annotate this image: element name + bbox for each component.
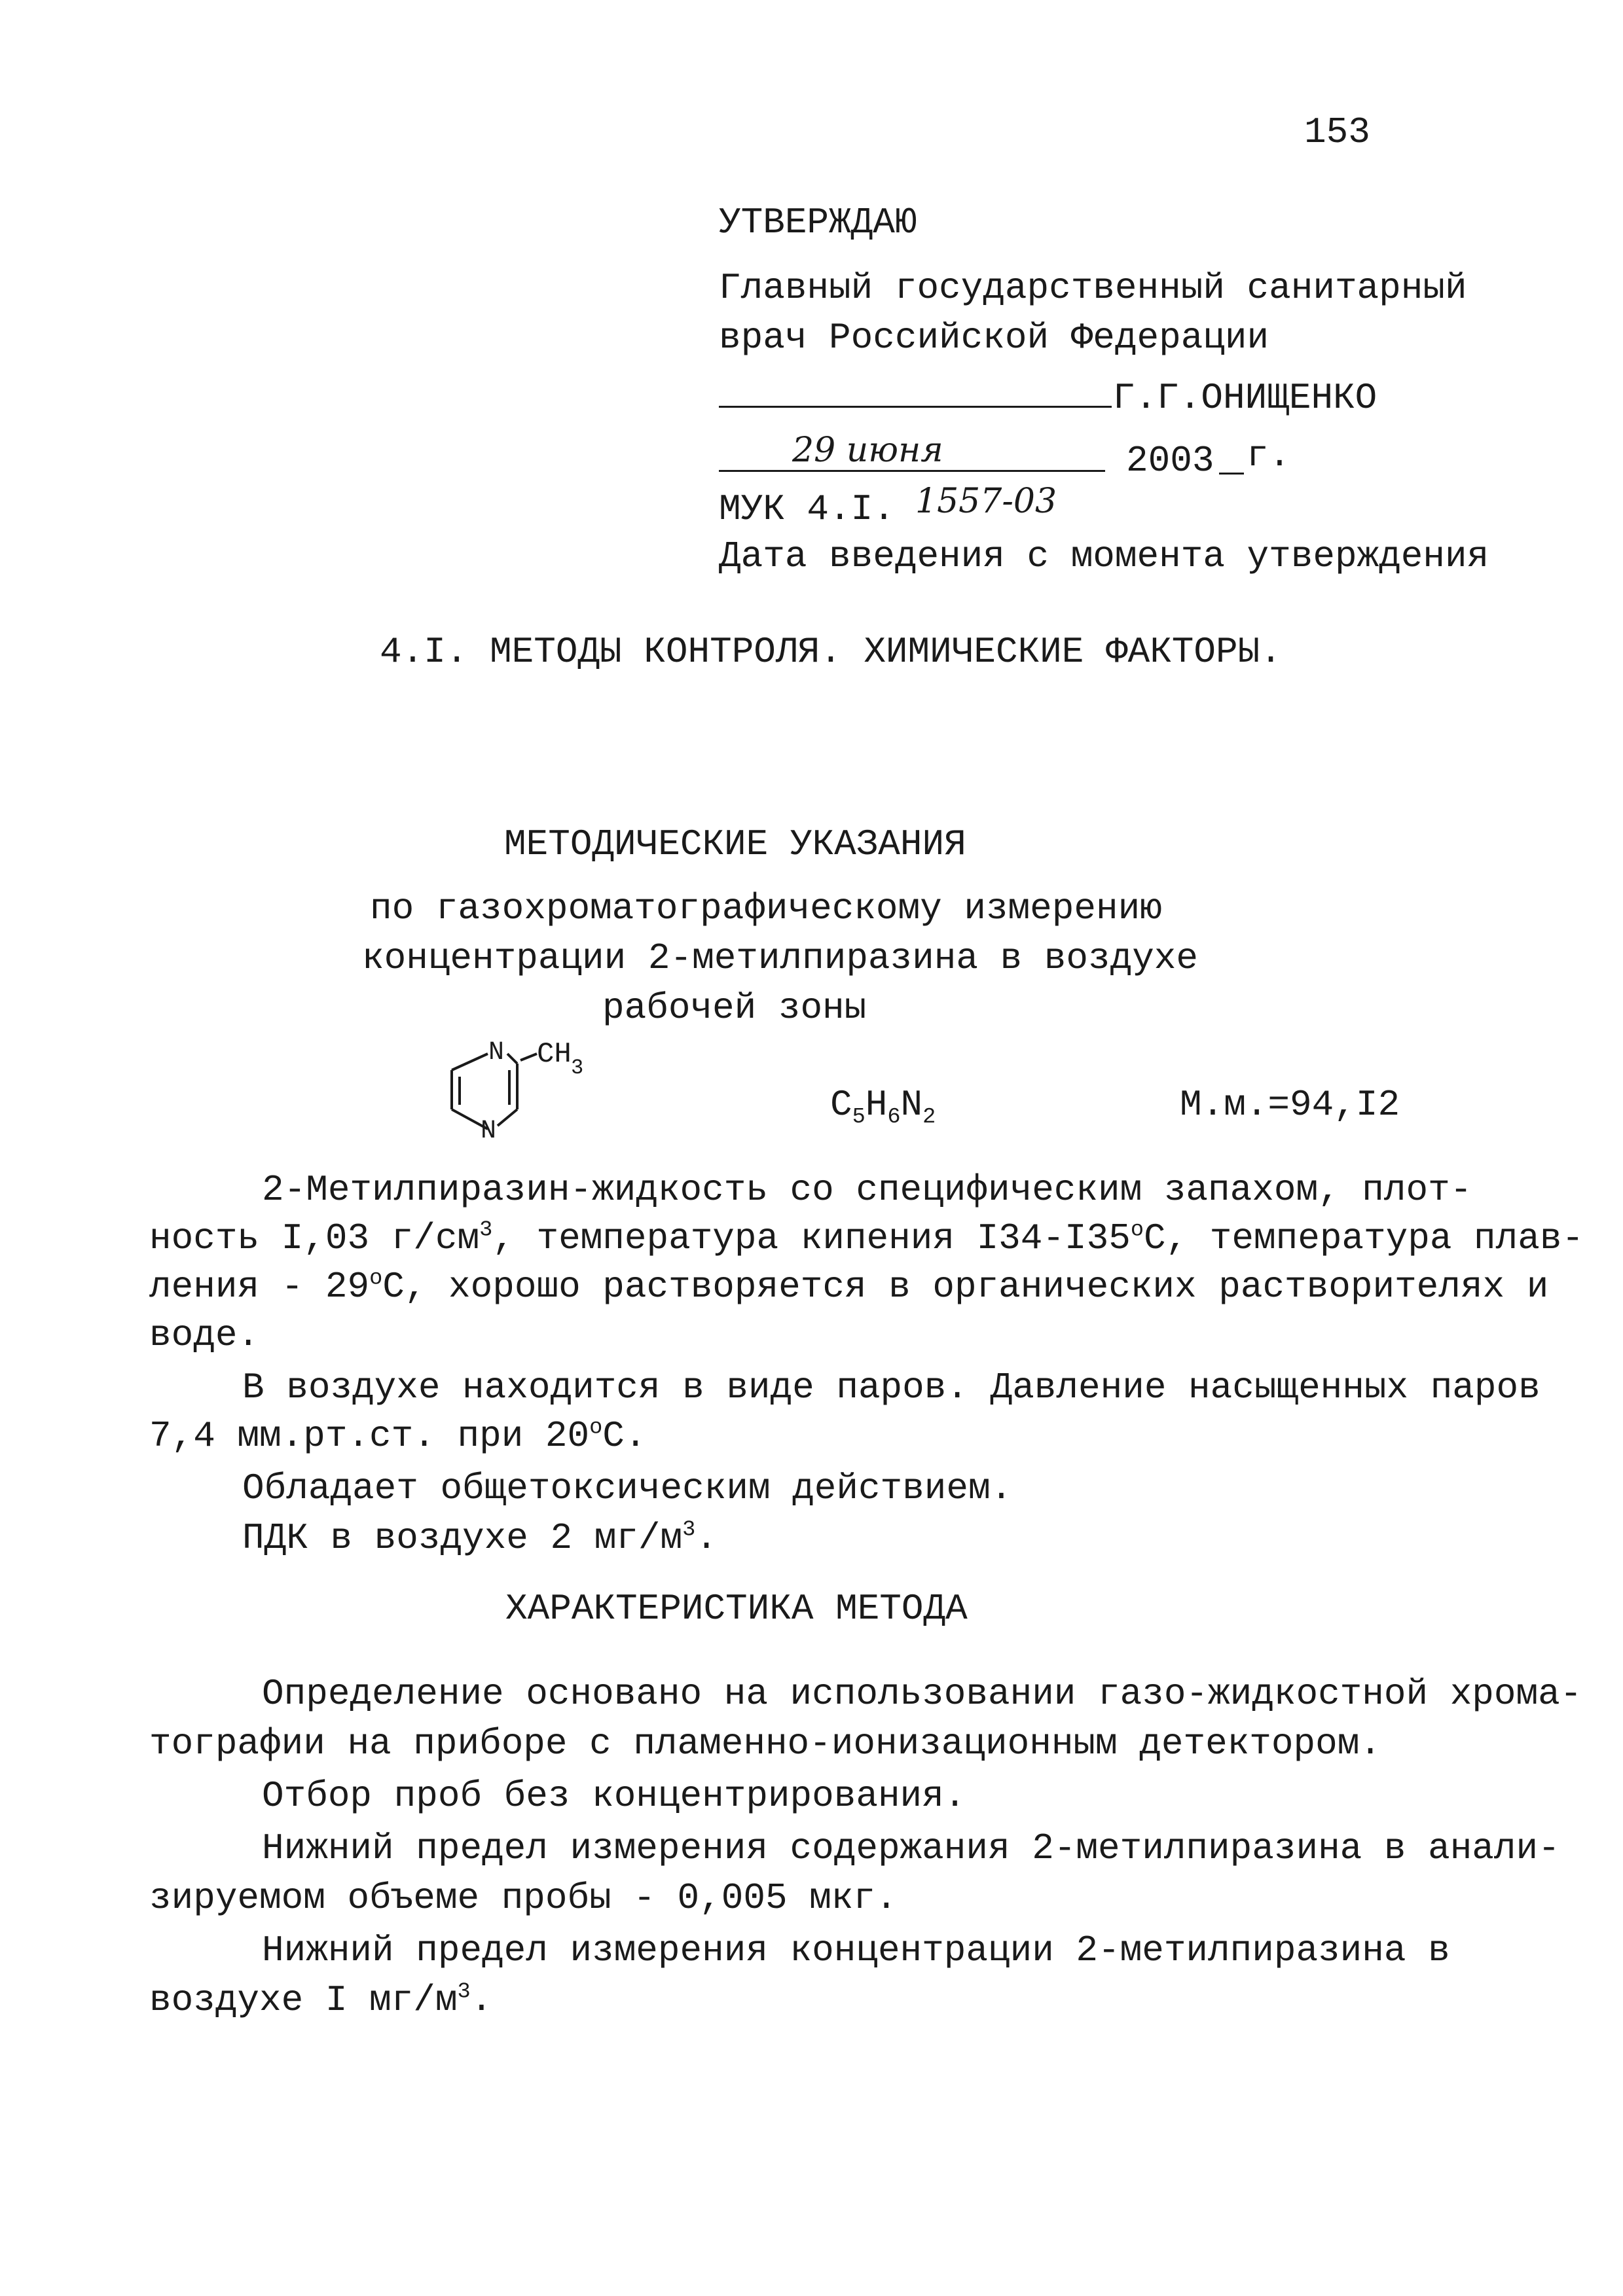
para2-line2	[149, 1415, 647, 1457]
characteristics-title: ХАРАКТЕРИСТИКА МЕТОДА	[505, 1588, 968, 1630]
formula-h: H	[865, 1084, 888, 1126]
approval-year: 2003	[1126, 440, 1214, 482]
signature-line	[719, 406, 1112, 408]
limit-exponent: 3	[457, 1979, 471, 2005]
formula-c-count: 5	[852, 1105, 866, 1130]
formula-h-count: 6	[887, 1105, 901, 1130]
melting-label-text: С, температура плав-	[1143, 1217, 1584, 1259]
signatory-name: Г.Г.ОНИЩЕНКО	[1113, 377, 1377, 419]
degree-mark: о	[589, 1415, 603, 1441]
document-title: МЕТОДИЧЕСКИЕ УКАЗАНИЯ	[504, 823, 966, 865]
methyl-group: CH	[537, 1038, 572, 1071]
method-p3-line2: зируемом объеме пробы - 0,005 мкг.	[149, 1877, 898, 1919]
approval-position-line2: врач Российской Федерации	[719, 317, 1269, 359]
approval-year-suffix: г.	[1247, 435, 1291, 476]
para2-line1: В воздухе находится в виде паров. Давление насыщенных паров	[242, 1367, 1541, 1408]
mac-end: .	[695, 1517, 718, 1559]
para4-mac	[242, 1517, 718, 1559]
method-p1-line2: тографии на приборе с пламенно-ионизационным детектором.	[149, 1723, 1381, 1765]
solubility-text: С, хорошо растворяется в органических растворителях и	[382, 1266, 1549, 1308]
year-line	[1219, 473, 1244, 475]
method-p3-line1: Нижний предел измерения содержания 2-метилпиразина в анали-	[262, 1827, 1560, 1869]
subtitle-line-1: по газохроматографическому измерению	[370, 888, 1162, 929]
page-number: 153	[1304, 111, 1370, 153]
formula-n: N	[900, 1084, 923, 1126]
degree-mark: о	[369, 1266, 383, 1291]
pyrazine-structure	[432, 1034, 642, 1139]
para1-line2	[149, 1217, 1584, 1259]
vapor-pressure-unit: С.	[602, 1415, 647, 1457]
formula-c: C	[830, 1084, 852, 1126]
handwritten-date: 29 июня	[792, 431, 943, 470]
date-line	[719, 470, 1105, 472]
limit-end: .	[470, 1979, 493, 2021]
method-p2: Отбор проб без концентрирования.	[262, 1775, 966, 1817]
method-p4-line2	[149, 1979, 493, 2021]
method-p1-line1: Определение основано на использовании газо-жидкостной хрома-	[262, 1673, 1582, 1715]
method-p4-line1: Нижний предел измерения концентрации 2-метилпиразина в	[262, 1929, 1450, 1971]
ring-nitrogen-top: N	[488, 1038, 505, 1067]
density-text: ность I,03 г/см	[149, 1217, 480, 1259]
muk-prefix: МУК 4.I.	[719, 488, 895, 530]
molar-mass: М.м.=94,I2	[1180, 1084, 1400, 1126]
subtitle-line-2: концентрации 2-метилпиразина в воздухе	[362, 937, 1199, 979]
section-title: 4.I. МЕТОДЫ КОНТРОЛЯ. ХИМИЧЕСКИЕ ФАКТОРЫ.	[380, 631, 1282, 673]
handwritten-muk-number: 1557-03	[915, 482, 1057, 521]
para3: Обладает общетоксическим действием.	[242, 1467, 1013, 1509]
vapor-pressure-text: 7,4 мм.рт.ст. при 20	[149, 1415, 590, 1457]
methyl-subscript: 3	[571, 1056, 584, 1080]
approval-heading: УТВЕРЖДАЮ	[719, 202, 917, 243]
para1-line1: 2-Метилпиразин-жидкость со специфическим запахом, плот-	[262, 1169, 1472, 1211]
effective-date-text: Дата введения с момента утверждения	[719, 535, 1489, 577]
ring-nitrogen-bottom: N	[481, 1117, 497, 1139]
approval-position-line1: Главный государственный санитарный	[719, 267, 1467, 309]
limit-text: воздухе I мг/м	[149, 1979, 458, 2021]
formula-n-count: 2	[922, 1105, 936, 1130]
para1-line4: воде.	[149, 1314, 260, 1356]
melting-point-text: ления - 29	[149, 1266, 370, 1308]
subtitle-line-3: рабочей зоны	[602, 987, 867, 1029]
mac-exponent: 3	[682, 1517, 696, 1543]
degree-mark: о	[1130, 1217, 1144, 1243]
para1-line3	[149, 1266, 1549, 1308]
molecular-formula	[830, 1084, 936, 1130]
mac-text: ПДК в воздухе 2 мг/м	[242, 1517, 683, 1559]
density-unit-exponent: 3	[479, 1217, 493, 1243]
boiling-point-text: , температура кипения I34-I35	[492, 1217, 1131, 1259]
